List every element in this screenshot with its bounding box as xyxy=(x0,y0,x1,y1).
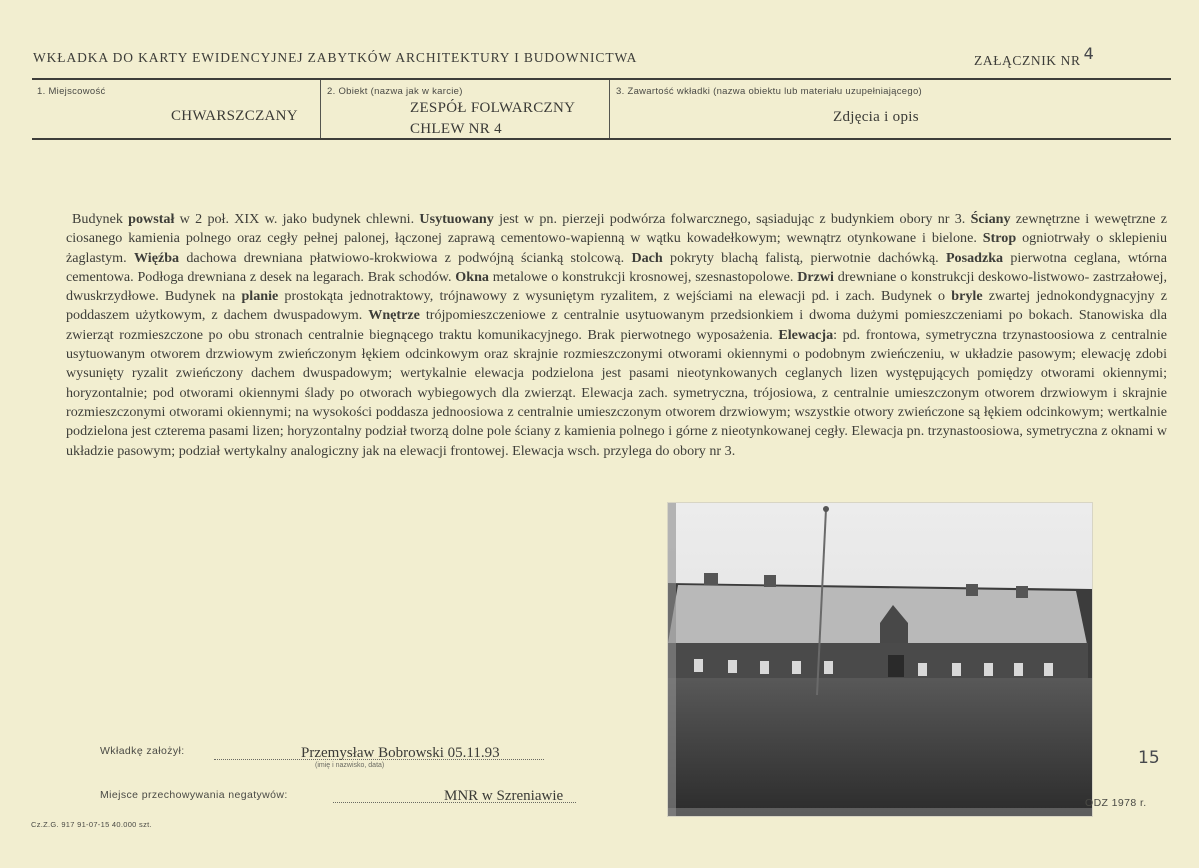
description-text: zwartej jednokondygnacyjny z poddaszem użytkowym, z dachem dwuspadowym. xyxy=(66,288,1167,324)
insert-author-value: Przemysław Bobrowski 05.11.93 xyxy=(301,745,500,761)
photo-piggery-building xyxy=(668,503,1092,816)
insert-author-sublabel: (imię i nazwisko, data) xyxy=(315,762,385,769)
description-text: Budynek xyxy=(72,211,129,227)
insert-author-label: Wkładkę założył: xyxy=(100,745,185,757)
description-keyword: Okna xyxy=(455,268,489,285)
description-text: jest w pn. pierzeji podwórza folwarcznego, sąsiadując z budynkiem obory nr 3. xyxy=(493,211,971,227)
description-keyword: Usytuowany xyxy=(419,211,494,227)
header-bottom-rule xyxy=(32,138,1171,140)
description-keyword: Strop xyxy=(982,230,1017,247)
locality-label: 1. Miejscowość xyxy=(37,86,106,97)
building-description xyxy=(66,210,1167,461)
page-number: 15 xyxy=(1138,748,1160,768)
description-text: w 2 poł. XIX w. jako budynek chlewni. xyxy=(174,211,420,227)
description-text: zewnętrzne i wewętrzne z ciosanego kamienia polnego oraz cegły pełnej palonej, łączonej zaprawą cementowo-wapienną w wątku kowadełkowym; wewnątrz otynkowane i bielone. xyxy=(66,211,1167,247)
description-keyword: Posadzka xyxy=(945,249,1004,266)
description-text: drewniane o konstrukcji deskowo-listwowo- zastrzałowej, dwuskrzydłowe. Budynek na xyxy=(66,268,1167,305)
description-keyword: planie xyxy=(241,288,279,305)
description-keyword: bryle xyxy=(951,288,983,305)
object-value-line1: ZESPÓŁ FOLWARCZNY xyxy=(410,100,576,116)
description-keyword: Więźba xyxy=(133,249,180,266)
field-separator-1 xyxy=(320,80,321,138)
attachment-number: 4 xyxy=(1083,44,1095,63)
object-value-line2: CHLEW NR 4 xyxy=(410,121,502,137)
description-keyword: powstał xyxy=(128,211,175,227)
description-text: pokryty blachą falistą, pierwotnie dachówką. xyxy=(662,249,946,266)
odz-form-mark: ODZ 1978 r. xyxy=(1085,797,1147,809)
description-text: pierwotna ceglana, wtórna cementowa. Podłoga drewniana z desek na legarach. Brak schodów. xyxy=(66,249,1167,285)
attachment-label xyxy=(974,44,1095,69)
field-separator-2 xyxy=(609,80,610,138)
locality-value: CHWARSZCZANY xyxy=(171,108,298,124)
description-text: ogniotrwały o sklepieniu żaglastym. xyxy=(66,230,1167,266)
description-keyword: Elewacja xyxy=(778,326,834,343)
building-photo xyxy=(668,503,1092,816)
description-keyword: Drzwi xyxy=(797,268,834,285)
negatives-location-label: Miejsce przechowywania negatywów: xyxy=(100,789,288,801)
negatives-location-value: MNR w Szreniawie xyxy=(444,788,564,804)
description-text: : pd. frontowa, symetryczna trzynastoosiowa z centralnie usytuowanym otworem drzwiowym zwieńczonym łękiem odcinkowym oraz skrajnie rozmieszczonymi otworami okiennymi o podobnym zwieńczeniu, w układzie pasowym; elewację zdobi wysunięty ryzalit zwieńczony dachem dwuspadowym; wertykalnie elewacja podzielona jest pasami nieotynkowanych ceglanych lizen występujących pomiędzy otworami okiennymi; horyzontalnie; pod otworami okiennymi ślady po otworach wybiegowych dla zwierząt. Elewacja zach. symetryczna, trójosiowa, z centralnie umieszczonym otworem drzwiowym i skrajnie rozmieszczonymi otworami okiennymi; na wysokości poddasza jednoosiowa z centralnie umieszczonym otworem drzwiowym; wszystkie otwory zwieńczone są łękiem odcinkowym; wertkalnie podzielona jest czterema pasami lizen; horyzontalny podział tworzą dolne pole ściany z kamienia polnego i górne z nieotynkowanej cegły. Elewacja pn. trzynastoosiowa, symetryczna z oknami w układzie pasowym; podział wertykalny analogiczny jak na elewacji frontowej. Elewacja wsch. przylega do obory nr 3. xyxy=(66,326,1167,459)
object-label: 2. Obiekt (nazwa jak w karcie) xyxy=(327,86,463,97)
contents-label: 3. Zawartość wkładki (nazwa obiektu lub materiału uzupełniającego) xyxy=(616,86,923,97)
form-title: WKŁADKA DO KARTY EWIDENCYJNEJ ZABYTKÓW ARCHITEKTURY I BUDOWNICTWA xyxy=(33,50,638,65)
description-text: dachowa drewniana płatwiowo-krokwiowa z podwójną ścianką stolcową. xyxy=(179,249,632,266)
print-info: Cz.Z.G. 917 91-07-15 40.000 szt. xyxy=(31,820,152,829)
contents-value: Zdjęcia i opis xyxy=(833,109,919,125)
attachment-label-text: ZAŁĄCZNIK NR xyxy=(974,53,1081,68)
description-keyword: Dach xyxy=(631,249,663,266)
description-text: trójpomieszczeniowe z centralnie usytuowanym przedsionkiem i dwoma dużymi pomieszczeniami po bokach. Stanowiska dla zwierząt rozmieszczone po obu stronach centralnie biegnącego traktu komunikacyjnego. Brak pierwotnego wyposażenia. xyxy=(66,307,1167,343)
description-keyword: Ściany xyxy=(970,211,1011,227)
description-text: prostokąta jednotraktowy, trójnawowy z wysuniętym ryzalitem, z wejściami na elewacji pd. i zach. Budynek o xyxy=(278,288,952,305)
description-keyword: Wnętrze xyxy=(368,307,420,324)
header-top-rule xyxy=(32,78,1171,80)
description-text: metalowe o konstrukcji krosnowej, szesnastopolowe. xyxy=(488,268,798,285)
